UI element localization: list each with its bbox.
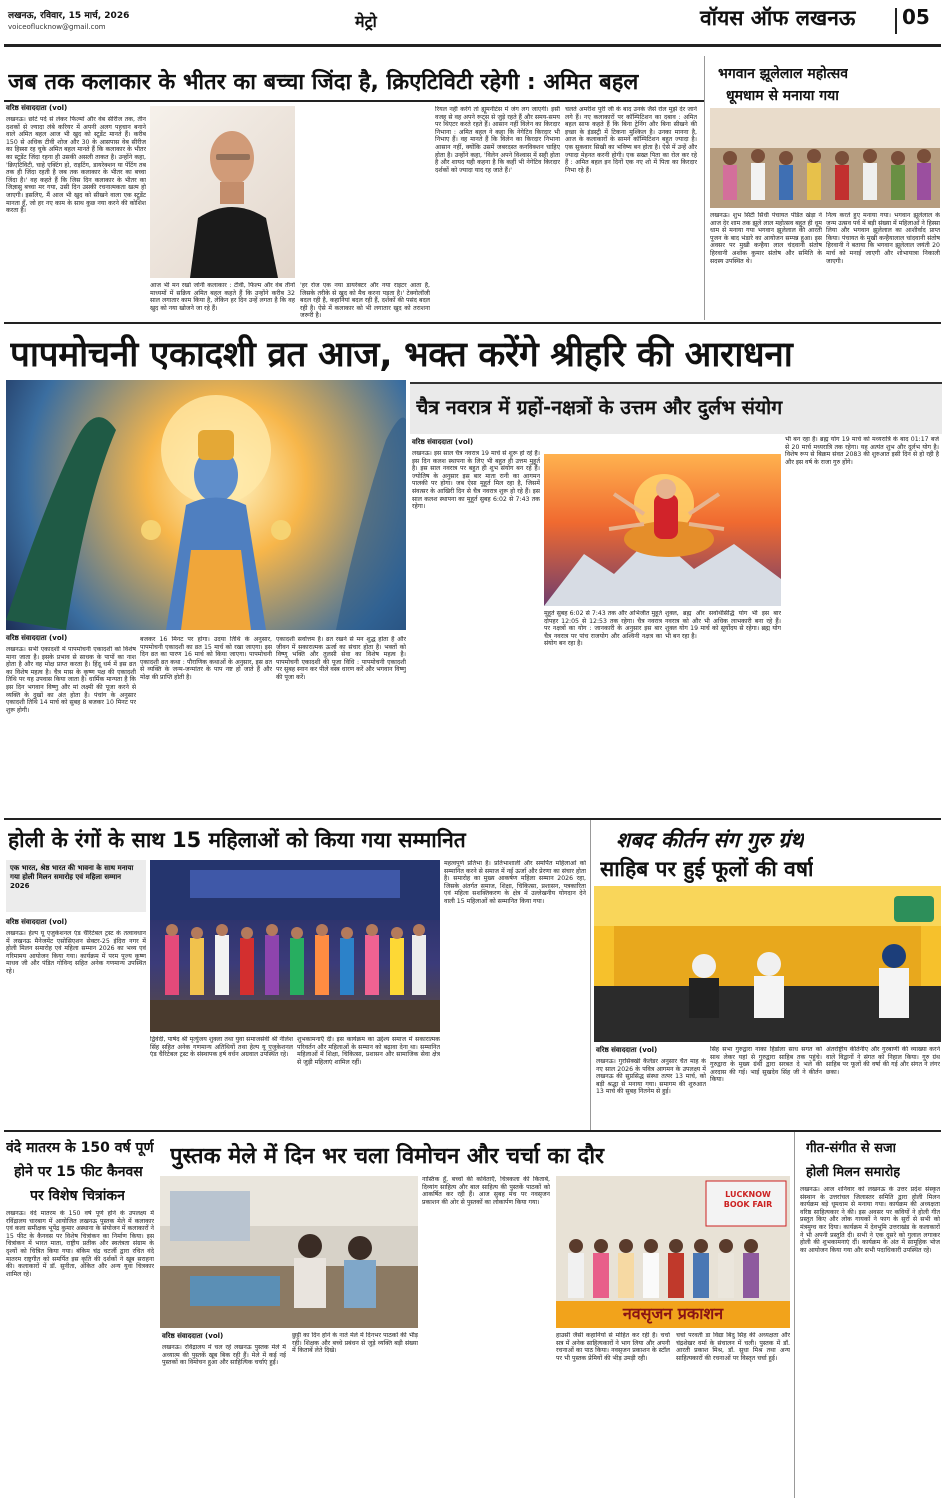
masthead: [0, 0, 945, 56]
durga-illustration: [544, 454, 781, 606]
navratri-col3: शुक्ल, ब्रह्म और सर्वार्थसिद्धि योग भी इस बार नवरात्र को और भी अधिक लाभकारी बना रहे हैं। शुक्ल योग 19 मार्च को सूर्योदय से रहेगा। ब्रह्म योग भी बन रहा है।: [665, 610, 781, 640]
bookfair-col1: लखनऊ। रविंद्रालय में चल रहे लखनऊ पुस्तक मेले में अध्यात्म की पुस्तकें खूब बिक रही हैं। मेले में कई नई पुस्तकों का विमोचन हुआ और साहित्यिक चर्चाएं हुईं।: [162, 1344, 286, 1367]
holi-photo: [150, 860, 440, 1032]
story1-col3: 'हर रोज एक नया डायरेक्टर और नया राइटर आता है, जिसके तरीके से खुद को मैच करना पड़ता है।' टेक्नोलॉजी बदल रही है, कहानियां बदल रही हैं, दर्शकों की पसंद बदल रही है। ऐसे में कलाकार को भी लगातार खुद को तराशना जरूरी है।: [300, 282, 430, 320]
section-label: मेट्रो: [355, 12, 377, 31]
kirtan-byline: वरिष्ठ संवाददाता (vol): [596, 1046, 658, 1054]
holi-col3: शुभकामनाएँ दीं। इस कार्यक्रम का उद्देश्य समाज में सकारात्मक परिवर्तन और महिलाओं के सम्मान को बढ़ावा देना था। सम्मानित महिलाओं में शिक्षा, चिकित्सा, प्रशासन और सामाजिक सेवा क्षेत्र से जुड़ी महिलाएं शामिल रहीं।: [297, 1036, 440, 1066]
kirtan-stage-photo: [594, 886, 941, 1042]
banner-col2: बजकर 16 मिनट पर होगा। उदया तिथि के अनुसार, पापमोचनी एकादशी का व्रत 15 मार्च को रखा जाएगा। इस दिन व्रत का पारण 16 मार्च को किया जाएगा। पापमोचनी एकादशी व्रत कथा : पौराणिक कथाओं के अनुसार, इस व्रत से व्यक्ति के जन्म-जन्मांतर के पाप नष्ट हो जाते हैं और मोक्ष की प्राप्ति होती है।: [140, 636, 272, 681]
holi-byline: वरिष्ठ संवाददाता (vol): [6, 918, 68, 926]
navratri-col1: लखनऊ। इस साल चैत्र नवरात्र 19 मार्च से शुरू हो रहे हैं। इस दिन कलश स्थापना के लिए भी बहुत ही उत्तम मुहूर्त है। इस साल नवरात्र पर बहुत ही शुभ संयोग बन रहे हैं। ज्योतिष के अनुसार इस बार माता रानी का आगमन पालकी पर होगा। जब ऐसा मुहूर्त मिल रहा है, जिसमें संवत्सर के आखिरी दिन से चैत्र नवरात्र शुरू हो रहे हैं। इस साल कलश स्थापना का मुहूर्त सुबह 6:02 से 7:43 तक रहेगा।: [412, 450, 540, 511]
publisher-banner: नवसृजन प्रकाशन: [622, 1304, 724, 1323]
story1-photo: [150, 106, 295, 278]
group-photo: [710, 108, 940, 208]
jhulelal-col1: लखनऊ। शुभ सिटी सिंधी पंचायत पंडित खेड़ा ने आज देर शाम तक झूले लाल महोत्सव बहुत ही धूम धाम से मनाया गया भगवान झूलेलाल की आरती पूजन के बाद भंडारे का आयोजन सम्पन्न हुआ। इस अवसर पर मुखी कन्हैया लाल चंदवानी संतोष हिरवानी अशोक कुमार संतोष और समिति के सदस्य उपस्थित थे।: [710, 212, 822, 265]
column-divider: [704, 56, 705, 320]
navratri-headline: चैत्र नवरात्र में ग्रहों-नक्षत्रों के उत्तम और दुर्लभ संयोग: [416, 396, 783, 419]
vishnu-illustration: [6, 380, 406, 630]
holi-col2: द्विवेदी, पार्षद श्री मृत्युंजय शुक्ला तथा युवा समाजसेवी श्री नीलेश सिंह सहित अनेक गणमान्य अतिथियों तथा हेल्प यू एजुकेशनल एंड चैरिटेबल ट्रस्ट के संस्थापक हर्ष वर्धन अग्रवाल उपस्थित रहे।: [150, 1036, 293, 1059]
kirtan-headline-2: साहिब पर हुई फूलों की वर्षा: [600, 857, 814, 881]
section-rule-2: [4, 818, 941, 820]
bookfair-col3: नास्तिक हूँ, बच्चों की कविताएँ, चित्रकला की किताबें, दिव्यांग साहित्य और बाल साहित्य की पुस्तकें पाठकों को आकर्षित कर रही हैं। आज सुबह मंच पर नवसृजन प्रकाशन की ओर से पुस्तकों का लोकार्पण किया गया।: [422, 1176, 550, 1206]
kirtan-col3: अंतर्राष्ट्रीय कीर्तनीए और गुरबाणी की व्याख्या करने वाले विद्वानों ने संगत को निहाल किया। गुरु ग्रंथ साहिब पर फूलों की वर्षा की गई और संगत ने लंगर छका।: [826, 1046, 940, 1076]
masthead-rule: [4, 44, 941, 47]
vande-body: लखनऊ। वंदे मातरम के 150 वर्ष पूर्ण होने के उपलक्ष्य में रविंद्रालय चारबाग में आयोजित लखनऊ पुस्तक मेले में कलाकार एवं कला समीक्षक भूपेंद्र कुमार अस्थाना के संयोजन में कलाकारों ने 15 फीट के कैनवस पर विशेष चित्रांकन का निर्माण किया। इस चित्रांकन में भारत माता, राष्ट्रीय प्रतीक और स्वतंत्रता संग्राम के दृश्यों को चित्रित किया गया। बंकिम चंद्र चटर्जी द्वारा रचित वंदे मातरम राष्ट्रगीत को समर्पित इस कृति की दर्शकों ने खूब सराहना की। कलाकारों में डॉ. सुनीता, अंकित और अन्य युवा चित्रकार शामिल रहे।: [6, 1210, 154, 1278]
holi-headline: होली के रंगों के साथ 15 महिलाओं को किया गया सम्मानित: [8, 828, 466, 852]
bookfair-photo-1: [160, 1176, 418, 1328]
page-separator: [895, 8, 897, 34]
bookstall-photo: [160, 1176, 418, 1328]
story1-col2: आज भी मन रखो जोनी कलाकार : टीवी, फिल्म और वेब तीनों माध्यमों में सक्रिय अमित बहल कहते हैं कि उन्होंने करीब 32 साल लगातार काम किया है, लेकिन हर दिन उन्हें लगता है कि वह खुद को नया खोजने जा रहे हैं।: [150, 282, 295, 312]
story1-byline: वरिष्ठ संवाददाता (vol): [6, 104, 68, 112]
banner-col1: लखनऊ। सभी एकादशी में पापमोचनी एकादशी को विशेष माना जाता है। इसके प्रभाव से साधक के पापों का नाश होता है और वह मोक्ष प्राप्त करता है। हिंदू धर्म में इस व्रत का विशेष महत्व है। चैत्र मास के कृष्ण पक्ष की एकादशी तिथि पर यह उपवास किया जाता है। धार्मिक मान्यता है कि इस दिन भगवान विष्णु और मां लक्ष्मी की पूजा करने से व्यक्ति के दुखों का अंत होता है। पंचांग के अनुसार एकादशी तिथि 14 मार्च को सुबह 8 बजकर 10 मिनट पर शुरू होगी।: [6, 646, 136, 714]
durga-image: [544, 454, 781, 606]
vande-headline-2: होने पर 15 फीट कैनवस: [14, 1164, 143, 1180]
bookfair-headline: पुस्तक मेले में दिन भर चला विमोचन और चर्चा का दौर: [170, 1144, 605, 1169]
story1-col1: लखनऊ। छोटे पर्दे से लेकर फिल्मों और वेब सीरीज तक, तीन दशकों से ज्यादा लंबे करियर में अपनी अलग पहचान बनाने वाले अमित बहल आज भी खुद को स्टूडेंट मानते हैं। करीब 150 से अधिक टीवी शोज और 30 के आसपास वेब सीरीज का हिस्सा रह चुके अमित बहल मानते हैं कि कलाकार के भीतर का स्टूडेंट जिंदा रहना ही उसकी असली ताकत है। उन्होंने कहा, 'क्रिएटिविटी, चाहे एक्टिंग हो, राइटिंग, डायरेक्शन या पेंटिंग तब तक ही जिंदा रहती है जब तक कलाकार के भीतर का बच्चा जिंदा है।' वह कहते हैं कि जिस दिन कलाकार के भीतर का जिज्ञासु बच्चा मर गया, उसी दिन उसकी रचनात्मकता खत्म हो जाएगी। इसलिए, मैं आज भी खुद को सीखने वाला एक स्टूडेंट मानता हूँ, जो हर नए काम के साथ कुछ नया करने की कोशिश करता है।: [6, 116, 146, 215]
bookfair-col5: चर्चा परवर्ती डा विद्या बिंदु सिंह की अध्यक्षता और चंद्रशेखर वर्मा के संचालन में चली। पुस्तक में डॉ. आरती प्रकाश मिश्र, डॉ. सुधा मिश्र तथा अन्य साहित्यकारों की रचनाओं पर विस्तृत चर्चा हुई।: [676, 1332, 790, 1362]
amit-bahl-portrait: [150, 106, 295, 278]
story1-col5: चलते अमरीश पुरी जी के बाद उनके जैसे रोल मुझे देर जाने लगे हैं। नए कलाकारों पर कॉम्पिटिशन का दबाव : अमित बहल साफ कहते हैं कि बिना ट्रेनिंग और बिना सीखने की इच्छा के इंडस्ट्री में टिकना मुश्किल है। उनका मानना है, आज के कलाकारों के सामने कॉम्पिटिशन बहुत ज्यादा है। एक सुकवार सिखी का भविष्य बन होता है। ऐसे में उन्हें और ज्यादा मेहनत करनी होगी। एक सख्त पिता का रोल कर रहे हैं : अमित बहल इन दिनों एक नए शो में पिता का किरदार निभा रहे हैं।: [565, 106, 697, 174]
holi-sub: एक भारत, श्रेष्ठ भारत की भावना के साथ मनाया गया होली मिलन समारोह एवं महिला सम्मान 2026: [10, 864, 134, 890]
kirtan-col1: लखनऊ। गुरसिक्खी कैलेंडर अनुसार चैत माह के नए साल 2026 के पवित्र आगमन के उपलक्ष्य में लखनऊ की सुप्रसिद्ध संस्था तत्पर 13 मार्च, को बड़ी श्रद्धा से मनाया गया। समागम की शुरुआत 13 मार्च की सुबह नितनेम से हुई।: [596, 1058, 706, 1096]
dateline: लखनऊ, रविवार, 15 मार्च, 2026: [8, 11, 130, 21]
kirtan-col2: सिंह सभा गुरुद्वारा नाका हिंडोला साध सगत को साथ लेकर यहां से गुरुद्वारा साहिब तक पहुंचे। गुरुद्वारा के मुख्य ग्रंथी द्वारा सरबत दे भले की अरदास की गई। भाई सुखदेव सिंह जी ने कीर्तन किया।: [710, 1046, 822, 1084]
jhulelal-col2: नित्य करते हुए मनाया गया। भगवान झूलेलाल के जन्म उत्सव पर्व में बड़ी संख्या में महिलाओं ने हिस्सा लिया और भगवान झूलेलाल का आशीर्वाद प्राप्त किया। पंचायत के मुखी कन्हैयालाल चांदवानी संतोष हिरवानी ने बताया कि भगवान झूलेलाल जयंती 20 मार्च को मनाई जाएगी और शोभायात्रा निकाली जाएगी।: [826, 212, 940, 265]
paper-name: वॉयस ऑफ लखनऊ: [700, 6, 856, 30]
banner-byline: वरिष्ठ संवाददाता (vol): [6, 634, 68, 642]
navratri-col4: भी बन रहा है। ब्रह्म योग 19 मार्च को मध्यरात्रि के बाद 01:17 बजे से 20 मार्च मध्यरात्रि तक रहेगा। यह अत्यंत शुभ और दुर्लभ योग है। विशेष रूप से बिक्रम संवत 2083 की शुरुआत इसी दिन से हो रही है और इस वर्ष के राजा गुरु होंगे।: [785, 436, 939, 466]
section-rule-3: [4, 1130, 941, 1132]
bookfair-byline: वरिष्ठ संवाददाता (vol): [162, 1332, 224, 1340]
kirtan-headline-1: शबद कीर्तन संग गुरु ग्रंथ: [616, 828, 804, 852]
bookfair-col2: छुट्टी का दिन होने के नाते मेले में दिनभर पाठकों की भीड़ रही। शिक्षक और बच्चे प्रबंधन से जुड़े व्यक्ति बड़ी संख्या में किताबें लेते दिखे।: [292, 1332, 418, 1355]
holimilan-headline-1: गीत-संगीत से सजा: [806, 1141, 897, 1156]
column-divider-2: [590, 820, 591, 1130]
section-rule-1: [4, 322, 941, 324]
page-number: 05: [902, 5, 930, 29]
bookfair-photo-2: [556, 1176, 790, 1328]
story1-rule: [4, 100, 704, 102]
vande-headline-3: पर विशेष चित्रांकन: [30, 1188, 125, 1204]
banner-col3: एकादशी सर्वोत्तम है। व्रत रखने से मन शुद्ध होता है और जीवन में सकारात्मक ऊर्जा का संचार होता है। भक्तों को विष्णु भक्ति और तुलसी सेवा का विशेष महत्व है। पापमोचनी एकादशी की पूजा विधि : पापमोचनी एकादशी पर सुबह स्नान कर पीले वस्त्र धारण करें और भगवान विष्णु की पूजा करें।: [276, 636, 406, 681]
holi-stage-photo: [150, 860, 440, 1032]
jhulelal-photo: [710, 108, 940, 208]
jhulelal-headline-1: भगवान झूलेलाल महोत्सव: [718, 66, 849, 82]
banner-headline: पापमोचनी एकादशी व्रत आज, भक्त करेंगे श्रीहरि की आराधना: [10, 335, 793, 375]
kirtan-photo: [594, 886, 941, 1042]
holi-col1: लखनऊ। हेल्प यू एजुकेशनल एंड चैरिटेबल ट्रस्ट के तत्वावधान में लखनऊ मैनेजमेंट एसोसिएशन सेक्टर-25 इंदिरा नगर में होली मिलन समारोह एवं महिला सम्मान 2026 का भव्य एवं गरिमामय आयोजन किया गया। कार्यक्रम में परम पूज्य कृष्ण माधव जी और पंडित गोविन्द सहित अनेक गणमान्य उपस्थित रहे।: [6, 930, 146, 975]
navratri-byline: वरिष्ठ संवाददाता (vol): [412, 438, 474, 446]
story1-col4: रियल नहीं करेंगे तो ह्यूमनीटेस में जंग लग जाएगी। इसी वजह से वह अपने रूट्स से जुड़े रहते हैं और समय-समय पर थिएटर करते रहते हैं। आसान नहीं विलेन का किरदार निभाना : अमित बहल ने कहा कि नेगेटिव किरदार भी निभाए हैं। वह मानते हैं कि विलेन का किरदार निभाना आसान नहीं, क्योंकि उसमें जबरदस्त कनविक्शन चाहिए होता है। उन्होंने कहा, 'विलेन अपने विश्वास में सही होता है और शायद यही कहना है कि कहीं भी नेगेटिव किरदार दर्शकों को ज्यादा याद रह जाते हैं।': [435, 106, 560, 174]
holi-col4: महत्वपूर्ण प्रतिभा है। प्रतिभाशाली और समर्पित महिलाओं को सम्मानित करने से समाज में नई ऊर्जा और प्रेरणा का संचार होता है। समारोह का मुख्य आकर्षण महिला सम्मान 2026 रहा, जिसके अंतर्गत समाज, शिक्षा, चिकित्सा, प्रशासन, पत्रकारिता एवं महिला सशक्तिकरण के क्षेत्र में उल्लेखनीय योगदान देने वाली 15 महिलाओं को सम्मानित किया गया।: [444, 860, 586, 905]
navratri-col2: मुहूर्त सुबह 6:02 से 7:43 तक और अभिजीत मुहूर्त दोपहर 12:05 से 12:53 तक रहेगा। चैत्र नवरात्र पर नक्षत्रों का योग : जानकारी के अनुसार इस बार चैत्र नवरात्र पर पांच राजयोग और अश्विनी नक्षत्र का संयोग बन रहा है।: [544, 610, 662, 648]
holimilan-body: लखनऊ। आज शनिवार को लखनऊ के उत्तर प्रदेश संस्कृत संस्थान के उत्तरांचल जिलास्तर समिति द्वारा होली मिलन कार्यक्रम बड़े धूमधाम से मनाया गया। कार्यक्रम की अध्यक्षता वरिष्ठ साहित्यकार ने की। इस अवसर पर कवियों ने होली गीत प्रस्तुत किए और लोक गायकों ने फाग के सुरों से सभी को मंत्रमुग्ध कर दिया। कार्यक्रम में देवभूमि उत्तराखंड के कलाकारों ने भी अपनी प्रस्तुति दी। सभी ने एक दूसरे को गुलाल लगाकर होली की शुभकामनाएं दीं। कार्यक्रम के अंत में सामूहिक भोज का आयोजन किया गया और सभी पदाधिकारी उपस्थित रहे।: [800, 1186, 940, 1254]
story1-headline: जब तक कलाकार के भीतर का बच्चा जिंदा है, क्रिएटिविटी रहेगी : अमित बहल: [8, 70, 639, 95]
bookfair-sign: LUCKNOW BOOK FAIR: [723, 1190, 773, 1209]
vishnu-image: [6, 380, 406, 630]
column-divider-3: [794, 1132, 795, 1498]
vande-headline-1: वंदे मातरम के 150 वर्ष पूर्ण: [6, 1140, 154, 1156]
jhulelal-headline-2: धूमधाम से मनाया गया: [726, 88, 839, 104]
email: voiceoflucknow@gmail.com: [8, 23, 106, 31]
holimilan-headline-2: होली मिलन समारोह: [806, 1165, 901, 1180]
bookfair-col4: हाउसी जैसी कहानियों से मोहित कर रही है। चर्चा सत्र में अनेक साहित्यकारों ने भाग लिया और अपनी रचनाओं का पाठ किया। नवसृजन प्रकाशन के स्टॉल पर भी पुस्तक प्रेमियों की भीड़ उमड़ी रही।: [556, 1332, 670, 1362]
